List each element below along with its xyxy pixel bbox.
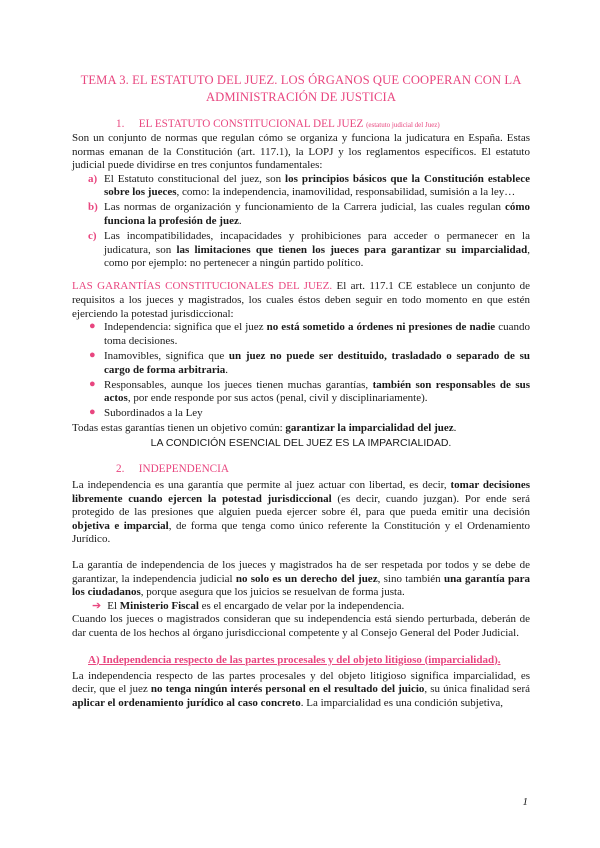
list-item: ● Independencia: significa que el juez no está sometido a órdenes ni presiones de nadie cuando toma decisiones. — [89, 320, 530, 347]
section-heading-1 — [72, 117, 530, 132]
list-item: ● Subordinados a la Ley — [89, 406, 203, 420]
list-marker: b) — [88, 201, 98, 214]
section-number: 2. — [116, 462, 125, 475]
document-title: TEMA 3. EL ESTATUTO DEL JUEZ. LOS ÓRGANOS QUE COOPERAN CON LA ADMINISTRACIÓN DE JUSTICIA — [80, 73, 522, 104]
guarantees-lead: LAS GARANTÍAS CONSTITUCIONALES DEL JUEZ. — [72, 280, 333, 293]
bullet-icon: ● — [89, 406, 96, 419]
bullet-icon: ● — [89, 377, 96, 390]
list-marker: c) — [88, 230, 97, 243]
bullet-icon: ● — [89, 348, 96, 361]
guarantees-paragraph: LAS GARANTÍAS CONSTITUCIONALES DEL JUEZ. El art. 117.1 CE establece un conjunto de requisitos a los jueces y magistrados, los cuales éstos deben seguir en todo momento en que estén ejerciendo la potestad jurisdiccional: — [72, 280, 530, 320]
section-subtitle: (estatuto judicial del Juez) — [366, 121, 440, 129]
list-item: ● Inamovibles, significa que un juez no puede ser destituido, trasladado o separado de su cargo de forma arbitraria. — [89, 348, 530, 376]
page-number: 1 — [522, 796, 528, 808]
intro-paragraph: Son un conjunto de normas que regulan cómo se organiza y funciona la judicatura en España. Estas normas emanan de la Constitución (art. 117.1), la LOPJ y los reglamentos específicos. El estatuto judicial puede dividirse en tres conjuntos fundamentales: — [72, 132, 530, 172]
impartiality-paragraph: La independencia respecto de las partes procesales y del objeto litigioso significa imparcialidad, es decir, que el juez no tenga ningún interés personal en el resultado del juicio, su única finalidad será aplicar el ordenamiento jurídico al caso concreto. La imparcialidad es una condición subjetiva, — [72, 669, 530, 709]
section-title: EL ESTATUTO CONSTITUCIONAL DEL JUEZ — [138, 118, 364, 130]
section-title: INDEPENDENCIA — [138, 462, 229, 475]
independence-paragraph-2: La garantía de independencia de los jueces y magistrados ha de ser respetada por todos y se debe de garantizar, la independencia judicial no solo es un derecho del juez, sino también una garantía para los ciudadanos, porque asegura que los juicios se resuelvan de forma justa. — [72, 558, 530, 599]
closing-paragraph: Todas estas garantías tienen un objetivo común: garantizar la imparcialidad del juez. — [72, 422, 457, 435]
bullet-icon: ● — [89, 320, 96, 333]
fiscal-note: ➔ El Ministerio Fiscal es el encargado de velar por la independencia. — [92, 599, 405, 612]
statute-list — [72, 173, 530, 271]
list-marker: a) — [88, 172, 98, 185]
independence-paragraph-3: Cuando los jueces o magistrados consideran que su independencia está siendo perturbada, deberán de dar cuenta de los hechos al órgano jurisdiccional competente y al Consejo General del Poder Judicial. — [72, 613, 530, 639]
list-item: c) Las incompatibilidades, incapacidades y prohibiciones para acceder o permanecer en la judicatura, son las limitaciones que tienen los jueces para garantizar su imparcialidad, como por ejemplo: no pertenecer a ningún partido político. — [88, 230, 530, 270]
independence-paragraph-1: La independencia es una garantía que permite al juez actuar con libertad, es decir, tomar decisiones libremente cuando ejercen la potestad jurisdiccional (es decir, cuando juzgan). Por ende será protegido de las presiones que alguien pueda ejercer sobre él, para que pueda emitir una decisión objetiva e imparcial, de forma que tenga como único referente la Constitución y el Ordenamiento Jurídico. — [72, 478, 531, 546]
list-item: a) El Estatuto constitucional del juez, son los principios básicos que la Constitución establece sobre los jueces, como: la independencia, inamovilidad, responsabilidad, sumisión a la ley… — [88, 172, 530, 199]
list-item: ● Responsables, aunque los jueces tienen muchas garantías, también son responsables de sus actos, por ende responde por sus actos (penal, civil y disciplinariamente). — [89, 377, 530, 405]
subsection-heading-a: A) Independencia respecto de las partes procesales y del objeto litigioso (imparcialidad). — [88, 653, 501, 666]
list-item: b) Las normas de organización y funcionamiento de la Carrera judicial, las cuales regulan cómo funciona la profesión de juez. — [88, 201, 530, 228]
guarantees-list — [72, 321, 530, 421]
section-number: 1. — [116, 118, 125, 130]
key-statement: LA CONDICIÓN ESENCIAL DEL JUEZ ES LA IMPARCIALIDAD. — [150, 436, 452, 449]
document-page — [72, 72, 530, 710]
section-heading-2 — [72, 462, 530, 476]
arrow-right-icon: ➔ — [92, 599, 102, 612]
